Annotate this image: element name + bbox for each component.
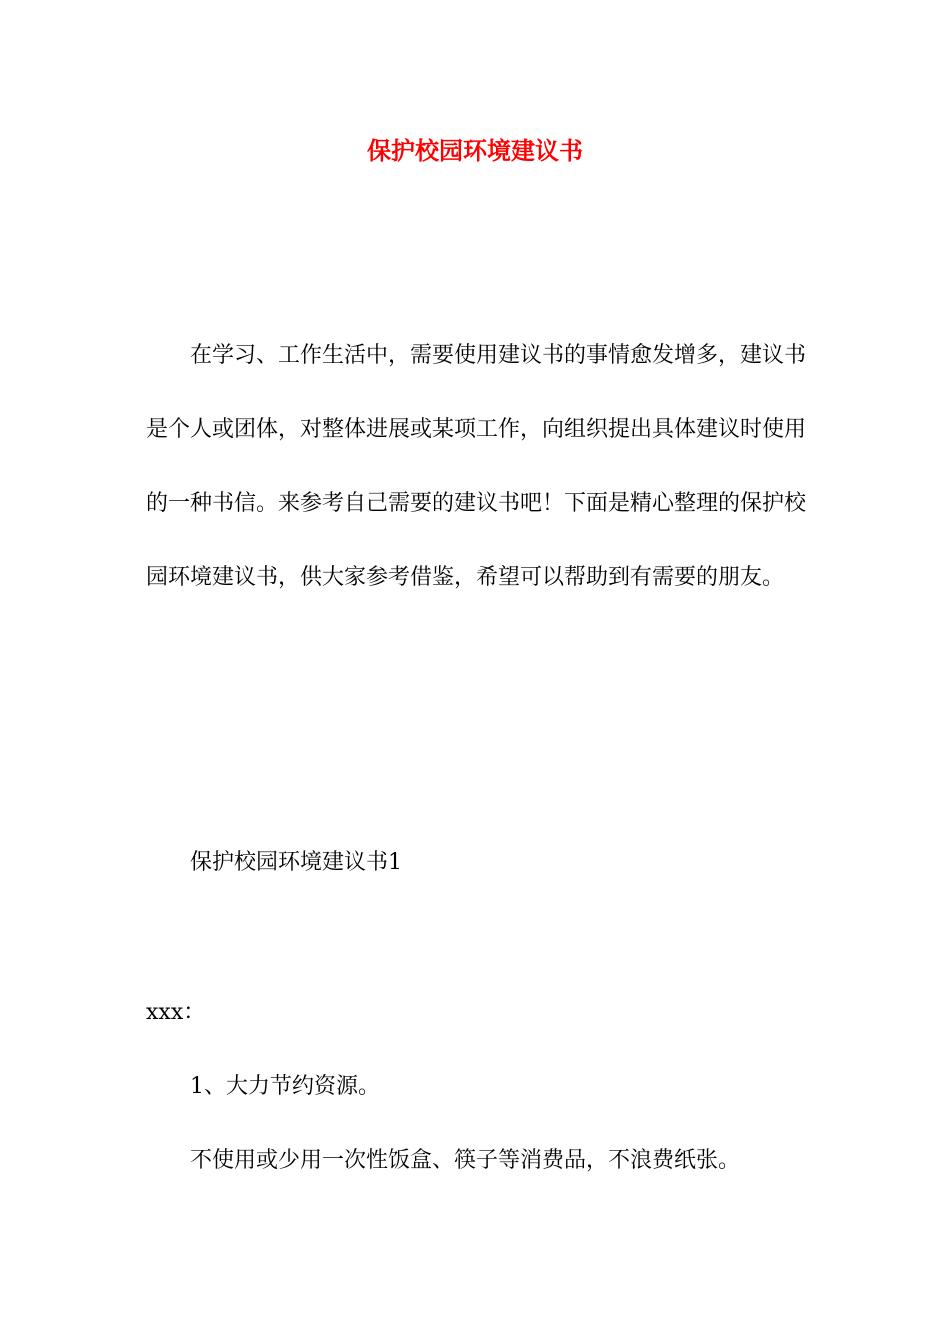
list-item-1-text: 不使用或少用一次性饭盒、筷子等消费品，不浪费纸张。	[190, 1148, 741, 1173]
salutation: xxx：	[146, 1000, 206, 1025]
document-title: 保护校园环境建议书	[367, 136, 583, 165]
section-heading: 保护校园环境建议书1	[190, 850, 402, 875]
intro-paragraph: 在学习、工作生活中，需要使用建议书的事情愈发增多，建议书是个人或团体，对整体进展或某项工作，向组织提出具体建议时使用的一种书信。来参考自己需要的建议书吧！下面是精心整理的保护校园环境建议书，供大家参考借鉴，希望可以帮助到有需要的朋友。	[146, 343, 807, 590]
list-item-1: 1、大力节约资源。	[190, 1074, 380, 1099]
